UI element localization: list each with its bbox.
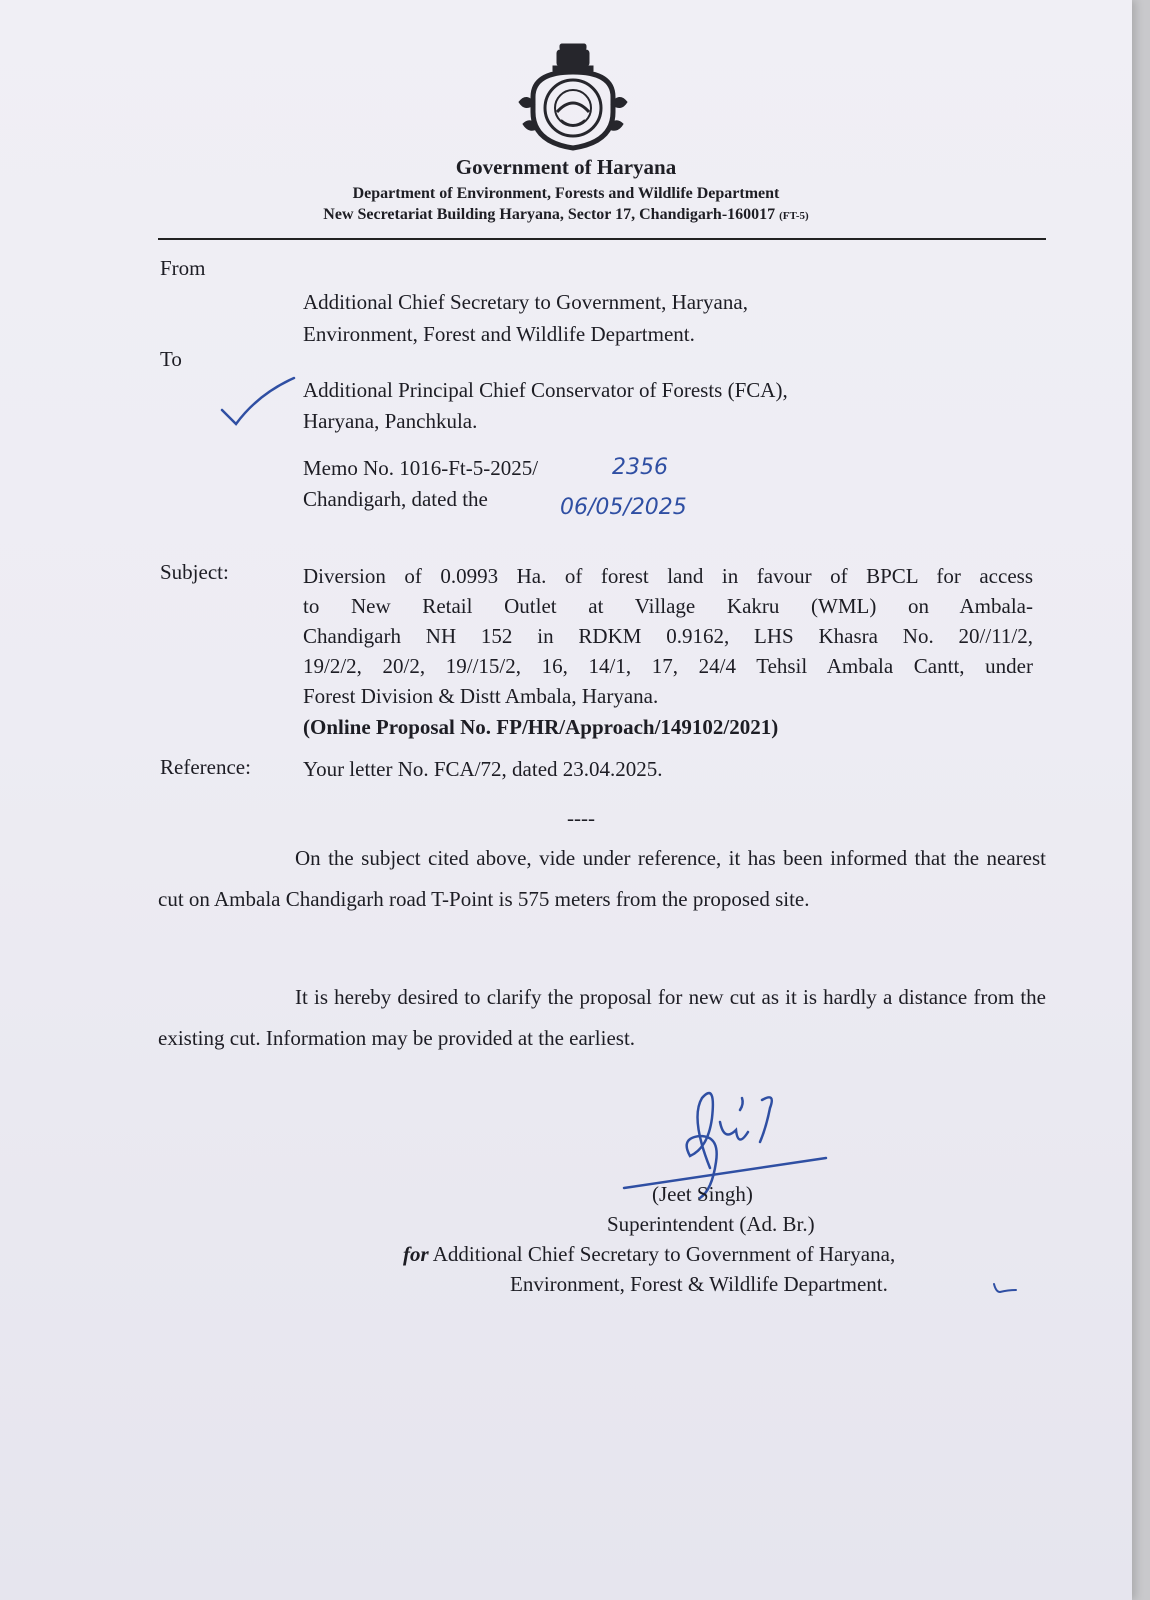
signatory-designation: Superintendent (Ad. Br.) [607, 1212, 815, 1236]
paragraph-2: It is hereby desired to clarify the proposal for new cut as it is hardly a distance from the existing cut. Information may be provided at the earliest. [158, 985, 1046, 1050]
to-line-1: Additional Principal Chief Conservator of Forests (FCA), [303, 378, 788, 402]
address-text: New Secretariat Building Haryana, Sector 17, Chandigarh-160017 [323, 206, 776, 223]
for-word: for [403, 1242, 429, 1266]
paragraph-1: On the subject cited above, vide under reference, it has been informed that the nearest cut on Ambala Chandigarh road T-Point is 575 meters from the proposed site. [158, 846, 1046, 911]
reference-text: Your letter No. FCA/72, dated 23.04.2025. [303, 757, 663, 781]
separator: ---- [567, 806, 595, 830]
subject-label: Subject: [160, 560, 229, 584]
online-proposal-number: (Online Proposal No. FP/HR/Approach/149102/2021) [303, 715, 779, 739]
reference-label: Reference: [160, 755, 251, 779]
subject-line-4: 19/2/2, 20/2, 19//15/2, 16, 14/1, 17, 24/4 Tehsil Ambala Cantt, under [303, 654, 1033, 678]
letterhead-divider [158, 238, 1046, 240]
letterhead-address [0, 206, 1132, 224]
from-line-2: Environment, Forest and Wildlife Department. [303, 322, 695, 346]
signatory-name: (Jeet Singh) [652, 1182, 753, 1206]
subject-line-5: Forest Division & Distt Ambala, Haryana. [303, 684, 659, 708]
subject-line-2: to New Retail Outlet at Village Kakru (WML) on Ambala- [303, 594, 1033, 618]
signatory-for-line [403, 1240, 895, 1269]
memo-dated: Chandigarh, dated the [303, 487, 488, 511]
to-label: To [160, 347, 182, 371]
branch-code: (FT-5) [779, 210, 809, 222]
initial-tick-icon [990, 1280, 1020, 1300]
to-line-2: Haryana, Panchkula. [303, 409, 478, 433]
from-line-1: Additional Chief Secretary to Government, Haryana, [303, 290, 748, 314]
signatory-department: Environment, Forest & Wildlife Department. [510, 1272, 888, 1296]
haryana-emblem-seal [513, 42, 633, 154]
subject-line-1: Diversion of 0.0993 Ha. of forest land in favour of BPCL for access [303, 564, 1033, 588]
checkmark-icon [218, 372, 298, 432]
letterhead-department: Department of Environment, Forests and Wildlife Department [352, 185, 780, 202]
handwritten-memo-number: 2356 [612, 455, 668, 480]
memo-number: Memo No. 1016-Ft-5-2025/ [303, 456, 539, 480]
subject-line-3: Chandigarh NH 152 in RDKM 0.9162, LHS Khasra No. 20//11/2, [303, 624, 1033, 648]
for-line-text: Additional Chief Secretary to Government of Haryana, [432, 1242, 896, 1266]
letterhead-government: Government of Haryana [455, 155, 677, 179]
handwritten-date: 06/05/2025 [560, 495, 687, 520]
from-label: From [160, 256, 206, 280]
